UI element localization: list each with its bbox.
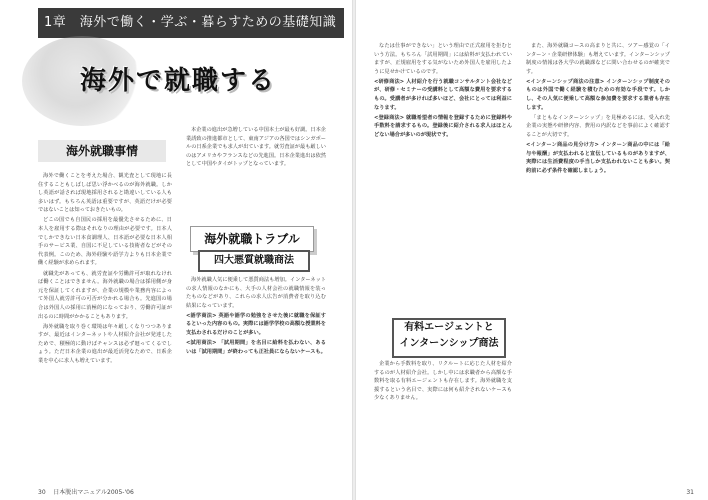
paragraph: <研修商法> 人材紹介を行う就職コンサルタント会社などが、研修・セミナーの受講料として高額な費用を要求するもの。受講者が多ければ多いほど、会社にとっては利益になります。 [374, 78, 512, 111]
paragraph: <インターンシップ商法の注意> インターンシップ制度そのものは外国で働く経験を積むための有効な手段です。しかし、その人気に便乗して高額な参加費を要求する業者も存在します。 [526, 78, 670, 111]
chapter-header [38, 8, 344, 60]
section-heading-job-situation [38, 140, 166, 162]
paragraph: 企業から手数料を取り、リクルートに応じた人材を紹介するのが人材紹介会社。しかし中には求職者から高額な手数料を取る有料エージェントも存在します。海外就職を支援するという名目で、実際には何も紹介されないケースも少なくありません。 [374, 361, 512, 402]
left-column-1 [38, 172, 172, 472]
section-heading-label: 海外就職トラブル [204, 232, 300, 246]
subsection-label: 四大悪質就職商法 [214, 255, 294, 266]
paragraph: 海外で働くことを考えた場合、観光査として現地に長住することもしばしば思い浮かべるのが海外就職。しかし英語が話されば現地採用されると勘違いしている人も多いはず。もちろん英語は重要ですが、英語だけが必要ではないことは知っておきたいもの。 [38, 173, 172, 214]
paragraph: 本企業の進出が急増している中国本土が最も好調。日本企業誘致の推進都市として、東南アジアの各国ではシンガポールの日系企業でも求人が出ています。就労査証が最も厳しいのはアメリカやフランスなどの先進国。日本企業進出は依然として中国やタイがトップとなっています。 [186, 127, 326, 168]
paragraph: <試用商法> 「試用期間」を名目に給料を払わない、あるいは「試用期間」が終わっても正社員にならないケースも。 [186, 340, 326, 355]
paragraph: <登録商法> 就職希望者の情報を登録するために登録料や手数料を請求するもの。登録後に紹介される求人はほとんどない場合が多いのが現状です。 [374, 114, 512, 138]
paragraph: <語学商法> 英語や語学の勉強をさせた後に就職を保証するといった内容のもの。実際には語学学校の高額な授業料を支払わされるだけのことが多い。 [186, 312, 326, 337]
chapter-title: 1章 海外で働く・学ぶ・暮らすための基礎知識編 [44, 15, 337, 60]
paragraph: 海外就職を取り巻く環境は年々厳しくなりつつありますが、最近はインターネットや人材紹介会社が発達したためで、積極的に動けばチャンスは必ず廻ってくるでしょう。ただ日本企業の進出が最近活発なためで、日系企業を中心に求人も増えています。 [38, 323, 172, 364]
page-title: 海外で就職する [80, 66, 277, 96]
right-footer [686, 489, 694, 496]
left-footer [38, 487, 134, 496]
right-column-1-top [374, 42, 512, 312]
paragraph: 「まともなインターンシップ」を見極めるには、受入れ先企業の実態や研修内容、費用の内訳などを事前によく確認することが大切です。 [526, 114, 670, 138]
left-page [0, 0, 352, 500]
left-column-2-bottom [186, 276, 326, 472]
page-number: 31 [686, 489, 694, 496]
left-column-2-top [186, 126, 326, 194]
section-heading-label: 海外就職事情 [65, 144, 138, 158]
section-heading-job-trouble [190, 226, 314, 252]
paragraph: なたは仕事ができない」という理由で正式雇用を拒むという方法。もちろん「試用期間」には給料が支払われていますが、正規雇用をする気がないため外国人を雇用したように見せかけているのです。 [374, 43, 512, 75]
right-page [356, 0, 708, 500]
paragraph: 海外就職人気に便乗して悪質商法も増加。インターネットの求人情報のなかにも、大手の人材会社の就職情報を装ったものなどがあり、これらの求人広告が消費者を取り込む結果になっています。 [186, 277, 326, 309]
subsection-label-line2: インターンシップ商法 [399, 338, 499, 349]
paragraph: <インターン商品の見分け方> インターン商品の中には「給与や報酬」が支払われると宣伝しているものがありますが、実際には生活費程度の手当しか支払われないことも多い。契約前に必ず条件を確認しましょう。 [526, 142, 670, 174]
subsection-label-line1: 有料エージェントと [404, 322, 494, 333]
subsection-heading-agents [392, 318, 506, 358]
paragraph: 就職先があっても、就労査証や労働許可が取れなければ働くことはできません。海外就職の場合は採用側が身元を保証してくれますが、企業の規模や業務内容によって外国人就労許可の可否が分かれる場合も。先進国の場合は外国人の採用に消極的になっており、労働許可証が出るのに時間がかかることもあります。 [38, 270, 172, 320]
right-column-2 [526, 42, 670, 472]
subsection-heading-scams [198, 250, 310, 272]
paragraph: どこの国でも自国民の採用を最優先させるために、日本人を雇用する際はそれなりの理由が必要です。日本人でしかできない日本食調理人、日本語が必要な日本人相手のサービス業、自国に不足している技術者などがその代表例。このため、海外経験や語学力よりも日本企業で働く経験が求められます。 [38, 217, 172, 267]
footer-title: 日本脱出マニュアル2005-'06 [53, 489, 134, 496]
page-number: 30 [38, 489, 46, 496]
right-column-1-bottom [374, 360, 512, 472]
paragraph: また、海外就職コースの高まりと共に、ツアー感覚の「インターン・企業研修体験」も増えています。インターンシップ制度の情報は各大学の就職課などに問い合わせるのが確実です。 [526, 43, 670, 75]
